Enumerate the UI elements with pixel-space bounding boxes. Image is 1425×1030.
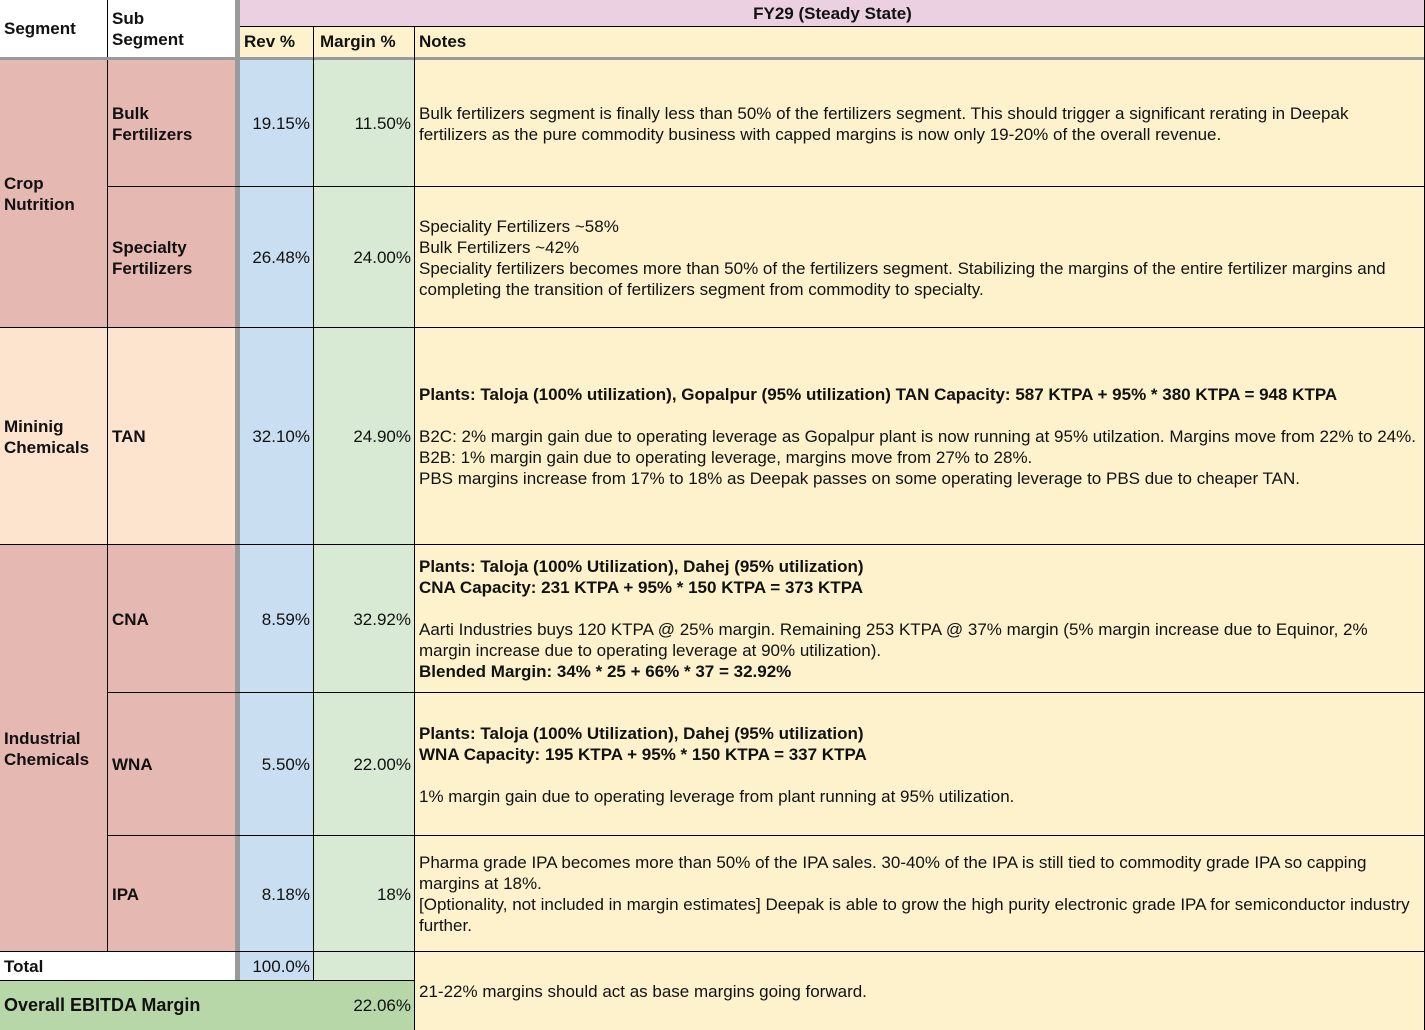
- sub-specialty-fertilizers: [108, 187, 235, 328]
- rev-specialty-value: 26.48%: [252, 248, 310, 267]
- header-period-label: FY29 (Steady State): [753, 3, 912, 23]
- margin-ipa: [314, 836, 415, 952]
- sub-specialty-line2: Fertilizers: [112, 258, 193, 278]
- segment-industrial-chemicals: [0, 545, 108, 952]
- rev-tan: [240, 328, 314, 545]
- header-margin: [314, 26, 415, 57]
- notes-tan-line3: PBS margins increase from 17% to 18% as Deepak passes on some operating leverage to PBS due to cheaper TAN.: [419, 469, 1301, 488]
- segment-mining-chemicals: [0, 328, 108, 545]
- margin-cna: [314, 545, 415, 693]
- grid-line: [0, 544, 1425, 545]
- notes-cna: [415, 545, 1425, 693]
- sub-cna: [108, 545, 235, 693]
- overall-label: [0, 981, 235, 1030]
- total-label-text: Total: [4, 957, 44, 976]
- margin-specialty-value: 24.00%: [353, 248, 411, 267]
- notes-ipa: [415, 836, 1425, 952]
- header-notes-label: Notes: [419, 32, 467, 51]
- grid-line: [240, 26, 1425, 27]
- segment-crop-nutrition: [0, 60, 108, 328]
- margin-bulk-value: 11.50%: [354, 114, 411, 133]
- segment-mining-line1: Mininig: [4, 416, 64, 436]
- sub-cna-label: CNA: [112, 609, 149, 629]
- sub-wna-label: WNA: [112, 755, 153, 774]
- header-margin-label: Margin %: [320, 32, 396, 51]
- rev-specialty: [240, 187, 314, 328]
- margin-specialty: [314, 187, 415, 328]
- notes-tan-bold: Plants: Taloja (100% utilization), Gopalpur (95% utilization) TAN Capacity: 587 KTPA + 95% * 380 KTPA = 948 KTPA: [419, 385, 1338, 404]
- total-rev: [240, 952, 314, 981]
- sub-specialty-line1: Specialty: [112, 237, 187, 257]
- margin-cna-value: 32.92%: [353, 609, 411, 629]
- header-segment: [0, 0, 108, 57]
- margin-tan: [314, 328, 415, 545]
- segment-industrial-line1: Industrial: [4, 728, 81, 748]
- rev-cna: [240, 545, 314, 693]
- margin-wna-value: 22.00%: [353, 755, 411, 774]
- notes-bulk-text: Bulk fertilizers segment is finally less than 50% of the fertilizers segment. This should trigger a significant rerating in Deepak fertilizers as the pure commodity business with capped margins is now only 19-20% of the overall revenue.: [419, 103, 1349, 144]
- header-period: [240, 0, 1425, 26]
- grid-line: [107, 60, 108, 952]
- grid-line: [107, 0, 108, 57]
- notes-specialty-line2: Bulk Fertilizers ~42%: [419, 237, 580, 257]
- notes-cna-bold1: Plants: Taloja (100% Utilization), Dahej (95% utilization): [419, 557, 864, 576]
- rev-ipa-value: 8.18%: [261, 884, 310, 904]
- notes-wna: [415, 693, 1425, 836]
- margin-ipa-value: 18%: [376, 884, 411, 904]
- rev-tan-value: 32.10%: [252, 427, 310, 446]
- notes-wna-bold2: WNA Capacity: 195 KTPA + 95% * 150 KTPA = 337 KTPA: [419, 744, 867, 764]
- grid-line: [0, 980, 415, 981]
- header-rev-label: Rev %: [244, 32, 296, 51]
- rev-wna-value: 5.50%: [261, 755, 310, 774]
- overall-notes-text: 21-22% margins should act as base margins going forward.: [419, 981, 867, 1001]
- margin-tan-value: 24.90%: [353, 427, 411, 446]
- notes-tan-line2: B2B: 1% margin gain due to operating leverage, margins move from 27% to 28%.: [419, 448, 1033, 467]
- margin-bulk: [314, 60, 415, 187]
- notes-specialty-line3: Speciality fertilizers becomes more than 50% of the fertilizers segment. Stabilizing the margins of the entire fertilizer margins and completing the transition of fertilizers segment from commodity to specialty.: [419, 258, 1386, 299]
- rev-wna: [240, 693, 314, 836]
- segment-crop-line1: Crop: [4, 174, 44, 193]
- grid-line: [0, 951, 1425, 952]
- sub-ipa-label: IPA: [112, 884, 140, 904]
- overall-margin: [235, 981, 415, 1030]
- notes-cna-line1: Aarti Industries buys 120 KTPA @ 25% margin. Remaining 253 KTPA @ 37% margin (5% margin increase due to Equinor, 2% margin increase due to operating leverage at 90% utilization).: [419, 620, 1368, 660]
- rev-ipa: [240, 836, 314, 952]
- notes-tan-line1: B2C: 2% margin gain due to operating leverage as Gopalpur plant is now running at 95% utilzation. Margins move from 22% to 24%.: [419, 427, 1416, 446]
- overall-notes: [415, 952, 1425, 1030]
- grid-line: [108, 186, 1425, 187]
- segment-mining-line2: Chemicals: [4, 437, 90, 457]
- notes-ipa-line2: [Optionality, not included in margin estimates] Deepak is able to grow the high purity electronic grade IPA for semiconductor industry further.: [419, 895, 1410, 935]
- header-rev: [240, 26, 314, 57]
- sub-bulk-fertilizers: [108, 60, 235, 187]
- total-label: [0, 952, 235, 981]
- total-margin: [314, 952, 415, 981]
- notes-bulk: [415, 60, 1425, 187]
- sub-bulk-line1: Bulk: [112, 103, 149, 123]
- header-sub-segment-line1: Sub: [112, 8, 145, 28]
- notes-wna-bold1: Plants: Taloja (100% Utilization), Dahej (95% utilization): [419, 723, 864, 743]
- rev-bulk-value: 19.15%: [252, 114, 310, 133]
- notes-specialty: [415, 187, 1425, 328]
- notes-tan: [415, 328, 1425, 545]
- grid-line: [108, 692, 1425, 693]
- notes-ipa-line1: Pharma grade IPA becomes more than 50% of the IPA sales. 30-40% of the IPA is still tied to commodity grade IPA so capping margins at 18%.: [419, 853, 1367, 893]
- rev-cna-value: 8.59%: [261, 609, 310, 629]
- grid-line: [414, 26, 415, 1030]
- sub-bulk-line2: Fertilizers: [112, 124, 193, 144]
- grid-line: [0, 327, 1425, 328]
- sub-wna: [108, 693, 235, 836]
- grid-line: [108, 835, 1425, 836]
- notes-cna-bold2: CNA Capacity: 231 KTPA + 95% * 150 KTPA = 373 KTPA: [419, 578, 864, 597]
- grid-line: [313, 26, 314, 981]
- sub-ipa: [108, 836, 235, 952]
- rev-bulk: [240, 60, 314, 187]
- header-segment-label: Segment: [4, 19, 76, 38]
- total-rev-value: 100.0%: [252, 957, 310, 976]
- header-notes: [415, 26, 1425, 57]
- segment-industrial-line2: Chemicals: [4, 749, 90, 769]
- sub-tan-label: TAN: [112, 427, 146, 446]
- notes-specialty-line1: Speciality Fertilizers ~58%: [419, 216, 619, 236]
- notes-wna-line1: 1% margin gain due to operating leverage from plant running at 95% utilization.: [419, 786, 1015, 806]
- segment-crop-line2: Nutrition: [4, 195, 75, 214]
- sub-tan: [108, 328, 235, 545]
- overall-label-text: Overall EBITDA Margin: [4, 995, 201, 1015]
- header-sub-segment-line2: Segment: [112, 29, 184, 49]
- freeze-column-divider: [235, 0, 240, 981]
- header-sub-segment: [108, 0, 235, 57]
- notes-cna-bold3: Blended Margin: 34% * 25 + 66% * 37 = 32.92%: [419, 662, 792, 681]
- overall-margin-value: 22.06%: [353, 996, 411, 1015]
- freeze-row-divider: [0, 57, 1425, 60]
- margin-wna: [314, 693, 415, 836]
